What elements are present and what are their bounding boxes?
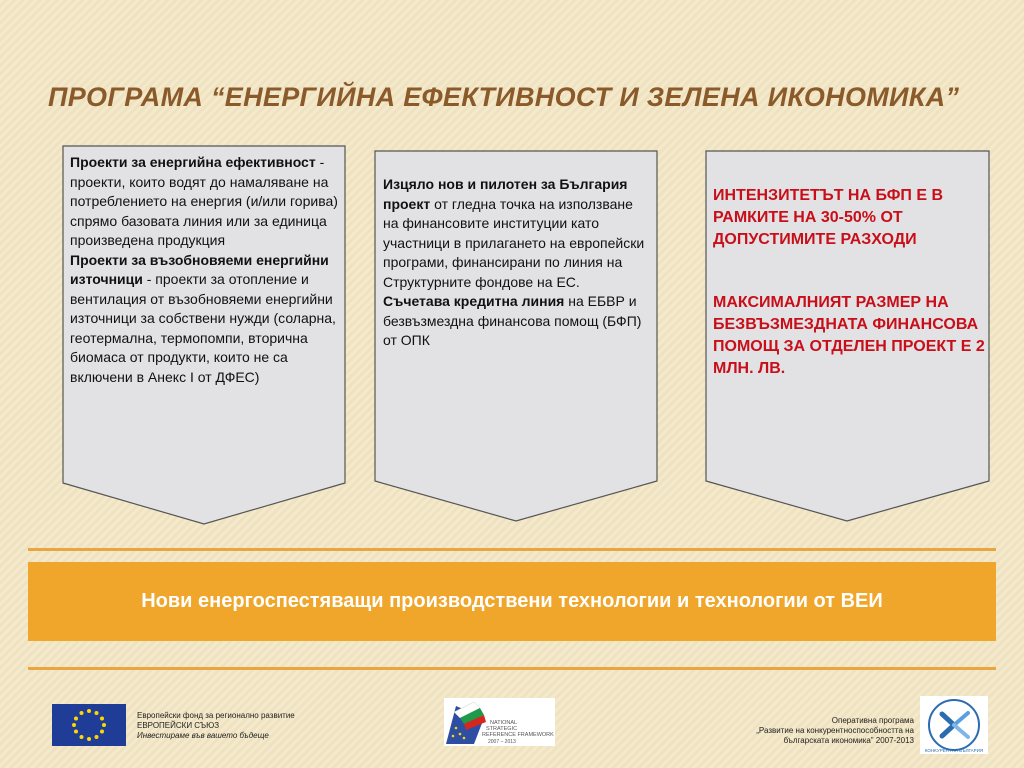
op-logo-caption: КОНКУРЕНТНА БЪЛГАРИЯ (924, 748, 984, 753)
panel-text (383, 175, 651, 351)
panel-body: на ЕБВР и безвъзмездна финансова помощ (БФП) от ОПК (383, 293, 642, 348)
panel-text (70, 153, 338, 387)
op-line: Оперативна програма (831, 716, 914, 725)
divider-line (28, 548, 996, 551)
competitive-bulgaria-logo-icon (920, 696, 988, 754)
panel-grant-intensity (705, 150, 990, 522)
panel-text (713, 185, 988, 380)
banner-text: Нови енергоспестяващи производствени технологии и технологии от ВЕИ (141, 590, 883, 612)
grant-intensity-text: ИНТЕНЗИТЕТЪТ НА БФП Е В РАМКИТЕ НА 30-50% ОТ ДОПУСТИМИТЕ РАЗХОДИ (713, 187, 944, 248)
eu-fund-line: Европейски фонд за регионално развитие (137, 711, 295, 720)
nsrf-logo-graphic (444, 698, 555, 746)
panel-heading-renewable-energy: Проекти за възобновяеми енергийни източници (70, 251, 329, 287)
nsrf-line-national: NATIONAL (490, 720, 518, 726)
operational-programme-text (654, 716, 914, 746)
panel-heading-credit-line: Съчетава кредитна линия (383, 293, 565, 309)
op-line: българската икономика” 2007-2013 (783, 736, 914, 745)
panel-heading-pilot: Изцяло нов и пилотен за България проект (383, 176, 628, 212)
nsrf-logo-icon (444, 698, 555, 746)
panel-heading-energy-efficiency: Проекти за енергийна ефективност (70, 154, 316, 170)
eu-fund-text (137, 711, 295, 741)
nsrf-years: 2007 – 2013 (488, 739, 516, 745)
panel-energy-efficiency-projects (62, 145, 346, 525)
competitive-bulgaria-logo-graphic (920, 696, 988, 754)
panel-body: от гледна точка на използване на финансовите институции като участници в прилагането на европейски програми, финансирани по линия на Структурните фондове на ЕС. (383, 195, 645, 290)
nsrf-line-reference: REFERENCE FRAMEWORK (482, 732, 554, 738)
divider-line (28, 667, 996, 670)
panel-body: - проекти за отопление и вентилация от възобновяеми енергийни източници за собствени нужди (соларна, геотермална, термопомпи, вторична биомаса от продукти, които не са включени в Анекс I от ДФЕС) (70, 271, 336, 385)
banner (28, 562, 996, 641)
footer (0, 696, 1024, 756)
nsrf-line-strategic: STRATEGIC (486, 726, 518, 732)
page-title: ПРОГРАМА “ЕНЕРГИЙНА ЕФЕКТИВНОСТ И ЗЕЛЕНА ИКОНОМИКА” (48, 82, 960, 112)
max-grant-text: МАКСИМАЛНИЯТ РАЗМЕР НА БЕЗВЪЗМЕЗДНАТА ФИНАНСОВА ПОМОЩ ЗА ОТДЕЛЕН ПРОЕКТ Е 2 МЛН. ЛВ. (713, 294, 985, 377)
panel-body: - проекти, които водят до намаляване на потреблението на енергия (и/или горива) спрямо базовата линия или за единица произведена продукция (70, 154, 338, 248)
op-line: „Развитие на конкурентноспособността на (756, 726, 914, 735)
eu-union-line: ЕВРОПЕЙСКИ СЪЮЗ (137, 721, 220, 730)
eu-slogan-line: Инвестираме във вашето бъдеще (137, 731, 269, 740)
eu-flag-icon (52, 704, 126, 746)
panel-pilot-project (374, 150, 658, 522)
